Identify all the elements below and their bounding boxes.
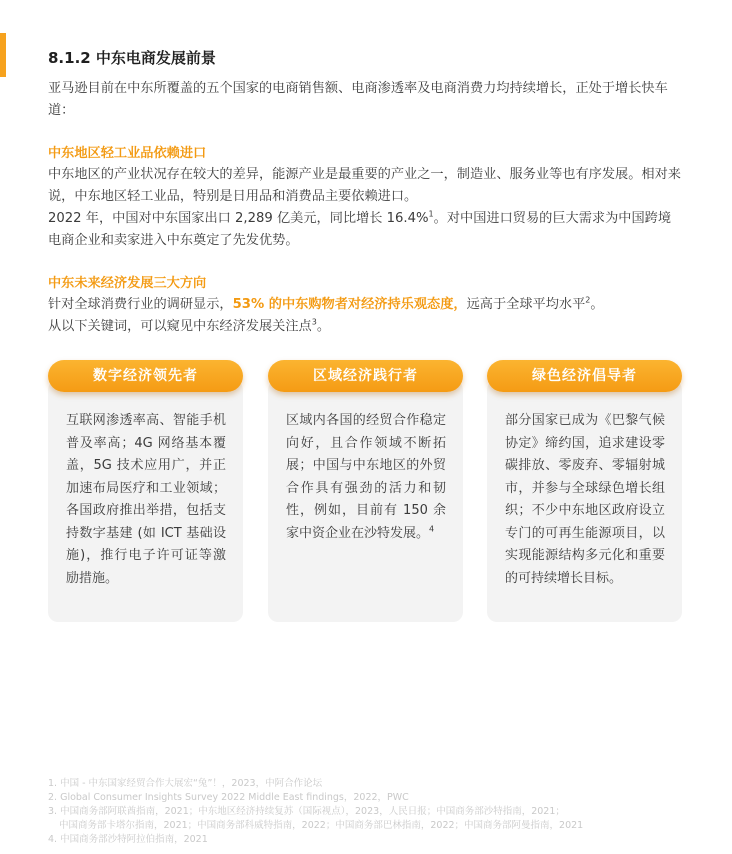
footnotes — [48, 777, 688, 847]
intro-paragraph: 亚马逊目前在中东所覆盖的五个国家的电商销售额、电商渗透率及电商消费力均持续增长，正处于增长快车道： — [48, 81, 668, 118]
survey-highlight: 53% 的中东购物者对经济持乐观态度， — [232, 297, 467, 312]
footnote-2: 2. Global Consumer Insights Survey 2022 Middle East findings，2022，PWC — [48, 792, 409, 803]
card-green-economy-text — [505, 410, 665, 590]
section-accent-bar — [0, 33, 6, 77]
keywords-paragraph — [48, 316, 684, 338]
subheading-light-industry: 中东地区轻工业品依赖进口 — [48, 146, 207, 161]
footnote-ref-3: 3 — [311, 317, 317, 327]
light-industry-paragraph: 中东地区的产业状况存在较大的差异，能源产业是最重要的产业之一，制造业、服务业等也有序发展。相对来说，中东地区轻工业品，特别是日用品和消费品主要依赖进口。 — [48, 167, 681, 204]
export-paragraph — [48, 208, 684, 252]
card-regional-economy-body: 区域内各国的经贸合作稳定向好，且合作领域不断拓展；中国与中东地区的外贸合作具有强劲的活力和韧性，例如，目前有 150 余家中资企业在沙特发展。 — [286, 413, 446, 541]
survey-text-pre: 针对全球消费行业的调研显示， — [48, 297, 233, 312]
card-digital-economy-text — [66, 410, 226, 590]
card-digital-economy-body: 互联网渗透率高、智能手机普及率高；4G 网络基本覆盖，5G 技术应用广，并正加速布局医疗和工业领域；各国政府推出举措，包括支持数字基建 (如 ICT 基础设施)，推行电子许可证等激励措施。 — [66, 413, 226, 586]
export-text-pre: 2022 年，中国对中东国家出口 2,289 亿美元，同比增长 16.4% — [48, 211, 429, 226]
subheading-three-directions: 中东未来经济发展三大方向 — [48, 276, 207, 291]
keywords-text-end: 。 — [316, 319, 331, 334]
export-text-post: 。对中国进口贸易的巨大需求为中国跨境电商企业和卖家进入中东奠定了先发优势。 — [48, 211, 672, 248]
footnote-ref-2: 2 — [585, 295, 591, 305]
footnote-4: 4. 中国商务部沙特阿拉伯指南，2021 — [48, 834, 208, 845]
footnote-ref-1: 1 — [428, 209, 434, 219]
section-title: 8.1.2 中东电商发展前景 — [48, 49, 216, 67]
card-regional-economy-title: 区域经济践行者 — [268, 360, 463, 392]
footnote-3-continued: 中国商务部卡塔尔指南，2021；中国商务部科威特指南，2022；中国商务部巴林指南，2022；中国商务部阿曼指南，2021 — [59, 820, 584, 831]
card-digital-economy-title: 数字经济领先者 — [48, 360, 243, 392]
card-green-economy-body: 部分国家已成为《巴黎气候协定》缔约国，追求建设零碳排放、零废弃、零辐射城市，并参与全球绿色增长组织；不少中东地区政府设立专门的可再生能源项目，以实现能源结构多元化和重要的可持续增长目标。 — [505, 413, 665, 586]
footnote-ref-4: 4 — [429, 524, 435, 534]
keywords-text: 从以下关键词，可以窥见中东经济发展关注点 — [48, 319, 312, 334]
card-green-economy-title: 绿色经济倡导者 — [487, 360, 682, 392]
footnote-3: 3. 中国商务部阿联酋指南，2021；中东地区经济持续复苏（国际视点），2023，人民日报；中国商务部沙特指南，2021； — [48, 806, 565, 817]
survey-text-end: 。 — [590, 297, 604, 312]
survey-paragraph — [48, 294, 684, 316]
survey-text-post: 远高于全球平均水平 — [466, 297, 586, 312]
card-regional-economy-text — [286, 410, 446, 545]
footnote-1: 1. 中国 - 中东国家经贸合作大展宏“兔”！，2023，中阿合作论坛 — [48, 778, 323, 789]
